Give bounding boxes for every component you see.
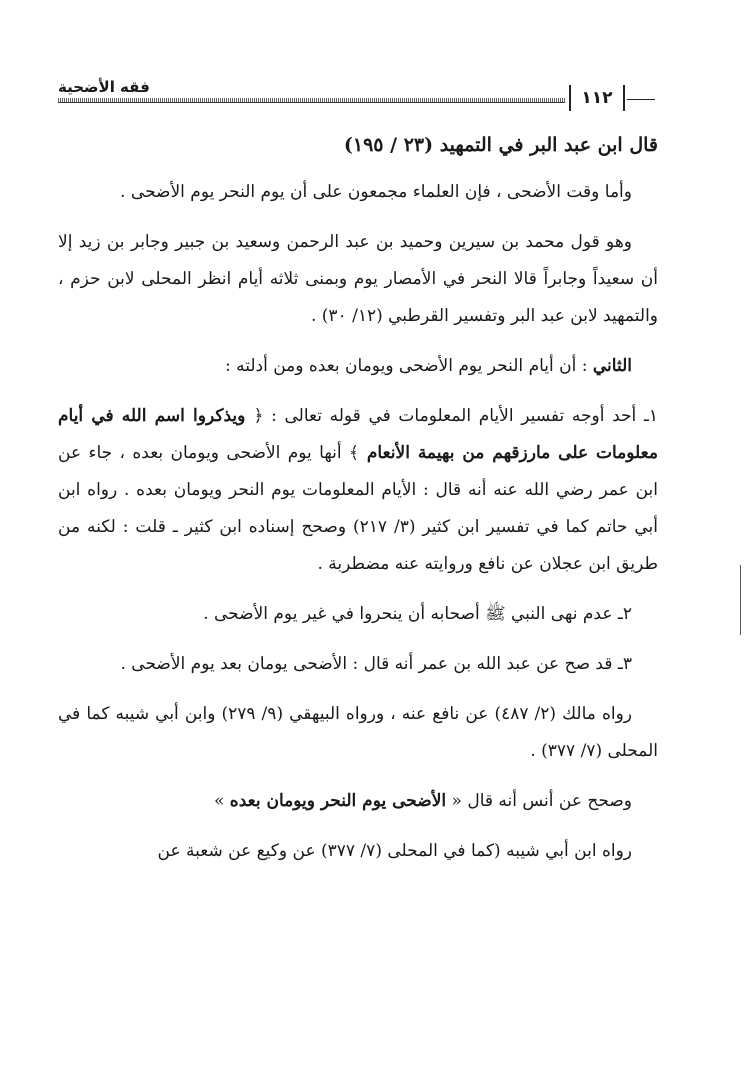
anas-quote: الأضحى يوم النحر ويومان بعده xyxy=(229,791,447,811)
page-body xyxy=(58,127,658,883)
paragraph-4-pre: ١ـ أحد أوجه تفسير الأيام المعلومات في قوله تعالى : ﴿ xyxy=(253,406,659,426)
paragraph-6: ٣ـ قد صح عن عبد الله بن عمر أنه قال : الأضحى يومان بعد يوم الأضحى . xyxy=(120,654,632,674)
paragraph-1: وأما وقت الأضحى ، فإن العلماء مجمعون على أن يوم النحر يوم الأضحى . xyxy=(120,182,632,202)
quran-quote: ويذكروا اسم الله في أيام معلومات على مارزقهم من بهيمة الأنعام xyxy=(58,406,658,463)
paragraph-4-post: ﴾ أنها يوم الأضحى ويومان بعده ، جاء عن ابن عمر رضي الله عنه أنه قال : الأيام المعلومات يوم النحر ويومان بعده . رواه ابن أبي حاتم كما في تفسير ابن كثير (٣/ ٢١٧) وصحح إسناده ابن كثير ـ قلت : لكنه من طريق ابن عجلان عن نافع وروايته عنه مضطربة . xyxy=(58,443,658,574)
paragraph-2: وهو قول محمد بن سيرين وحميد بن عبد الرحمن وسعيد بن جبير وجابر بن زيد إلا أن سعيداً وجابراً قالا النحر في الأمصار يوم وبمنى ثلاثه أيام انظر المحلى لابن حزم ، والتمهيد لابن عبد البر وتفسير القرطبي (١٢/ ٣٠) . xyxy=(58,232,658,326)
running-header xyxy=(50,72,655,122)
paragraph-4 xyxy=(58,398,658,583)
scan-edge-mark xyxy=(740,565,741,635)
paragraph-9: رواه ابن أبي شيبه (كما في المحلى (٧/ ٣٧٧) عن وكيع عن شعبة عن xyxy=(157,841,632,861)
second-label: الثاني xyxy=(592,356,632,376)
paragraph-8 xyxy=(58,783,658,820)
paragraph-7: رواه مالك (٢/ ٤٨٧) عن نافع عنه ، ورواه البيهقي (٩/ ٢٧٩) وابن أبي شيبه كما في المحلى (٧/ ٣٧٧) . xyxy=(58,704,658,761)
header-rule xyxy=(58,98,565,103)
page-number-rule xyxy=(627,99,655,100)
paragraph-8-pre: وصحح عن أنس أنه قال « xyxy=(446,791,632,811)
paragraph-3-text: : أن أيام النحر يوم الأضحى ويومان بعده ومن أدلته : xyxy=(224,356,588,376)
header-title: فقه الأضحية xyxy=(58,78,150,96)
paragraph-3 xyxy=(58,348,658,385)
paragraph-5: ٢ـ عدم نهى النبي ﷺ أصحابه أن ينحروا في غير يوم الأضحى . xyxy=(203,604,632,624)
paragraph-8-post: » xyxy=(213,791,230,811)
page-number: ١١٢ xyxy=(569,85,625,111)
section-heading: قال ابن عبد البر في التمهيد (٢٣ / ١٩٥) xyxy=(343,134,658,156)
